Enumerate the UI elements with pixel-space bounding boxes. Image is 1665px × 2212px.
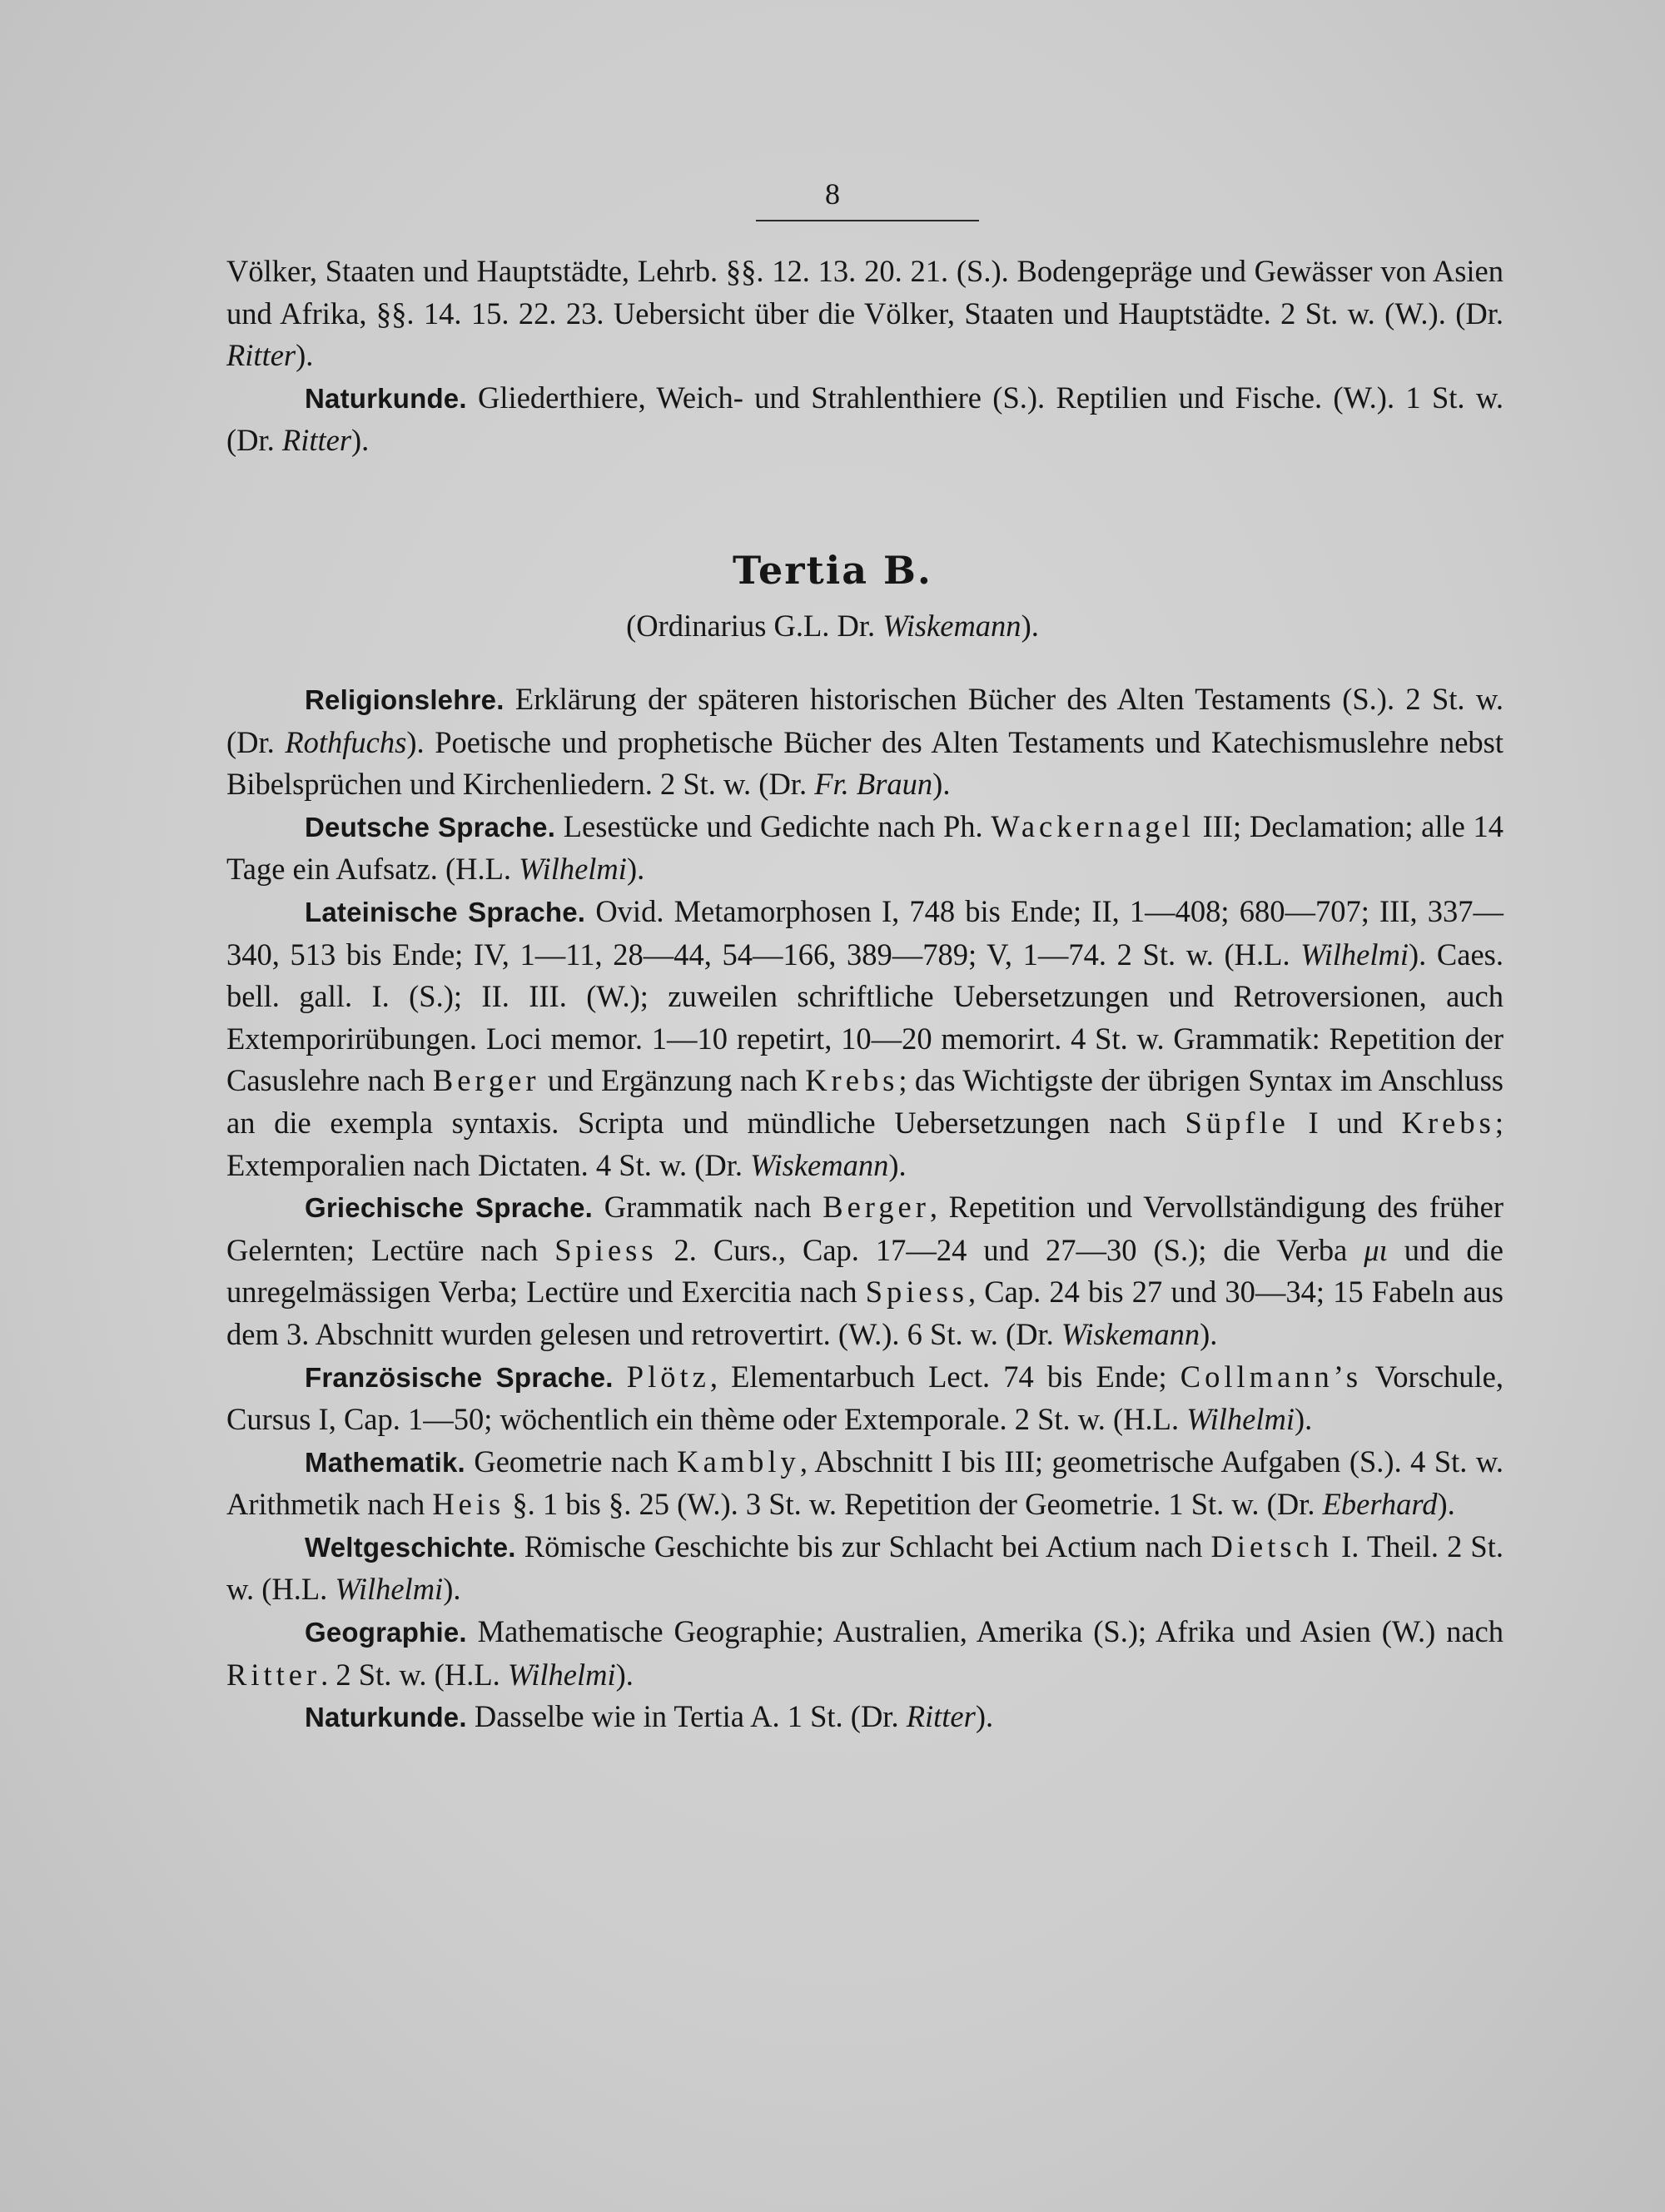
- text-run: , Repetition und Vervollständigung des früher Gelernten; Lectüre nach: [226, 1190, 1503, 1267]
- subject-heading: Weltgeschichte.: [305, 1531, 516, 1563]
- text-run: ).: [1021, 609, 1039, 643]
- text-run: (Ordinarius G.L. Dr.: [626, 609, 883, 643]
- teacher-name: Ritter: [226, 338, 296, 373]
- griechische-sprache-paragraph: [226, 1186, 1503, 1355]
- text-run: ).: [615, 1657, 634, 1692]
- text-run: Vorschule, Cursus I, Cap. 1—50; wöchentlich ein thème oder Extemporale. 2 St. w. (H.L.: [226, 1359, 1504, 1437]
- naturkunde-a-paragraph: [226, 377, 1503, 462]
- text-run: ).: [296, 338, 314, 373]
- teacher-name: Wilhelmi: [507, 1657, 616, 1692]
- teacher-name: Ritter: [281, 423, 352, 458]
- teacher-name: Eberhard: [1322, 1487, 1438, 1522]
- teacher-name: Wiskemann: [1061, 1316, 1200, 1351]
- text-run: ). Caes. bell. gall. I. (S.); II. III. (W.); zuweilen schriftliche Uebersetzungen und Retroversionen, auch Extemporirübungen. Loci memor. 1—10 repetirt, 10—20 memorirt. 4 St. w. Grammatik: Repetition der Casuslehre nach: [226, 937, 1504, 1098]
- text-run: I. Theil. 2 St. w. (H.L.: [226, 1529, 1503, 1607]
- text-run: ).: [351, 423, 370, 458]
- tertia-b-body: [226, 679, 1503, 1739]
- text-run: Lesestücke und Gedichte nach Ph.: [555, 808, 992, 843]
- subject-heading: Religionslehre.: [305, 684, 504, 715]
- text-run: ).: [932, 767, 951, 802]
- text-run: , Abschnitt I bis III; geometrische Aufgaben (S.). 4 St. w. Arithmetik nach: [226, 1444, 1503, 1522]
- text-run: ).: [888, 1147, 907, 1182]
- teacher-name: Wilhelmi: [519, 852, 627, 887]
- weltgeschichte-paragraph: [226, 1526, 1503, 1611]
- text-run: ).: [975, 1699, 994, 1734]
- subject-heading: Deutsche Sprache.: [305, 811, 556, 843]
- text-run: ).: [626, 852, 645, 887]
- author-name: Heis: [432, 1487, 505, 1522]
- subject-heading: Naturkunde.: [305, 382, 467, 414]
- author-name: Berger: [432, 1063, 540, 1098]
- teacher-name: Wilhelmi: [1186, 1402, 1295, 1437]
- subject-heading: Geographie.: [305, 1617, 467, 1648]
- text-run: ; das Wichtigste der übrigen Syntax im Anschluss an die exempla syntaxis. Scripta und mündliche Uebersetzungen nach: [226, 1063, 1503, 1140]
- author-name: Dietsch: [1210, 1529, 1334, 1563]
- text-run: ). Poetische und prophetische Bücher des Alten Testaments und Katechismuslehre nebst Bibelsprüchen und Kirchenliedern. 2 St. w. (Dr.: [226, 724, 1503, 802]
- subject-heading: Lateinische Sprache.: [305, 896, 586, 927]
- teacher-name: Wilhelmi: [335, 1572, 444, 1607]
- author-name: Krebs: [1401, 1105, 1495, 1140]
- teacher-name: Ritter: [906, 1699, 976, 1734]
- author-name: Süpfle: [1185, 1105, 1290, 1140]
- text-run: ).: [1200, 1316, 1218, 1351]
- text-run: III; Declamation; alle 14 Tage ein Aufsatz. (H.L.: [226, 808, 1504, 887]
- text-run: Ovid. Metamorphosen I, 748 bis Ende; II, 1—408; 680—707; III, 337—340, 513 bis Ende; IV, 1—11, 28—44, 54—166, 389—789; V, 1—74. 2 St. w. (H.L.: [226, 893, 1504, 972]
- author-name: Kambly: [677, 1444, 800, 1479]
- author-name: Collmann’s: [1180, 1359, 1363, 1394]
- author-name: Plötz: [626, 1359, 710, 1394]
- text-run: I und: [1289, 1105, 1402, 1140]
- page-number: 8: [825, 177, 840, 211]
- text-run: [614, 1360, 627, 1394]
- text-run: . 2 St. w. (H.L.: [321, 1657, 508, 1692]
- text-run: ; Extemporalien nach Dictaten. 4 St. w. (Dr.: [226, 1105, 1503, 1182]
- author-name: Ritter: [226, 1657, 321, 1692]
- author-name: Spiess: [865, 1275, 968, 1310]
- geography-continued-paragraph: [226, 251, 1503, 377]
- teacher-name: Wiskemann: [750, 1147, 889, 1182]
- text-run: und die unregelmässigen Verba; Lectüre und Exercitia nach: [226, 1232, 1503, 1310]
- text-run: Erklärung der späteren historischen Bücher des Alten Testaments (S.). 2 St. w. (Dr.: [226, 682, 1503, 759]
- author-name: Wackernagel: [991, 808, 1195, 843]
- text-run: Römische Geschichte bis zur Schlacht bei Actium nach: [515, 1529, 1211, 1563]
- franzoesische-sprache-paragraph: [226, 1356, 1503, 1441]
- text-run: Mathematische Geographie; Australien, Amerika (S.); Afrika und Asien (W.) nach: [466, 1614, 1503, 1649]
- text-run: Dasselbe wie in Tertia A. 1 St. (Dr.: [466, 1699, 907, 1734]
- subject-heading: Mathematik.: [305, 1446, 465, 1478]
- text-run: Geometrie nach: [465, 1444, 678, 1479]
- geographie-paragraph: [226, 1611, 1503, 1696]
- text-run: ).: [1295, 1402, 1313, 1437]
- text-run: Gliederthiere, Weich- und Strahlenthiere (S.). Reptilien und Fische. (W.). 1 St. w. (Dr.: [226, 380, 1503, 458]
- subject-heading: Naturkunde.: [305, 1702, 467, 1733]
- text-run: ).: [1437, 1487, 1455, 1522]
- religionslehre-paragraph: [226, 679, 1503, 806]
- deutsche-sprache-paragraph: [226, 806, 1503, 891]
- lateinische-sprache-paragraph: [226, 891, 1503, 1186]
- teacher-name: Wilhelmi: [1300, 937, 1409, 972]
- naturkunde-b-paragraph: [226, 1696, 1503, 1739]
- text-run: , Cap. 24 bis 27 und 30—34; 15 Fabeln aus dem 3. Abschnitt wurden gelesen und retrovertirt. (W.). 6 St. w. (Dr.: [226, 1275, 1503, 1351]
- text-run: §. 1 bis §. 25 (W.). 3 St. w. Repetition der Geometrie. 1 St. w. (Dr.: [504, 1487, 1323, 1522]
- text-run: 2. Curs., Cap. 17—24 und 27—30 (S.); die Verba: [657, 1232, 1364, 1267]
- teacher-name: Fr. Braun: [814, 767, 933, 802]
- section-title: Tertia B.: [733, 548, 932, 593]
- subject-heading: Französische Sprache.: [305, 1361, 614, 1393]
- text-run: Völker, Staaten und Hauptstädte, Lehrb. §§. 12. 13. 20. 21. (S.). Bodengepräge und Gewässer von Asien und Afrika, §§. 14. 15. 22. 23. Uebersicht über die Völker, Staaten und Hauptstädte. 2 St. w. (W.). (Dr.: [226, 254, 1503, 331]
- teacher-name: Wiskemann: [882, 609, 1021, 643]
- mathematik-paragraph: [226, 1441, 1503, 1526]
- greek-term: μι: [1364, 1232, 1388, 1267]
- text-run: und Ergänzung nach: [539, 1063, 806, 1098]
- ordinarius-line: [0, 608, 1665, 644]
- text-run: ).: [443, 1572, 461, 1607]
- author-name: Spiess: [554, 1232, 658, 1267]
- header-rule: [756, 220, 979, 221]
- text-run: Grammatik nach: [593, 1190, 823, 1225]
- subject-heading: Griechische Sprache.: [305, 1192, 594, 1224]
- teacher-name: Rothfuchs: [285, 724, 407, 759]
- author-name: Berger: [823, 1190, 930, 1225]
- continued-section: [226, 251, 1503, 462]
- text-run: , Elementarbuch Lect. 74 bis Ende;: [709, 1359, 1180, 1394]
- author-name: Krebs: [805, 1063, 899, 1098]
